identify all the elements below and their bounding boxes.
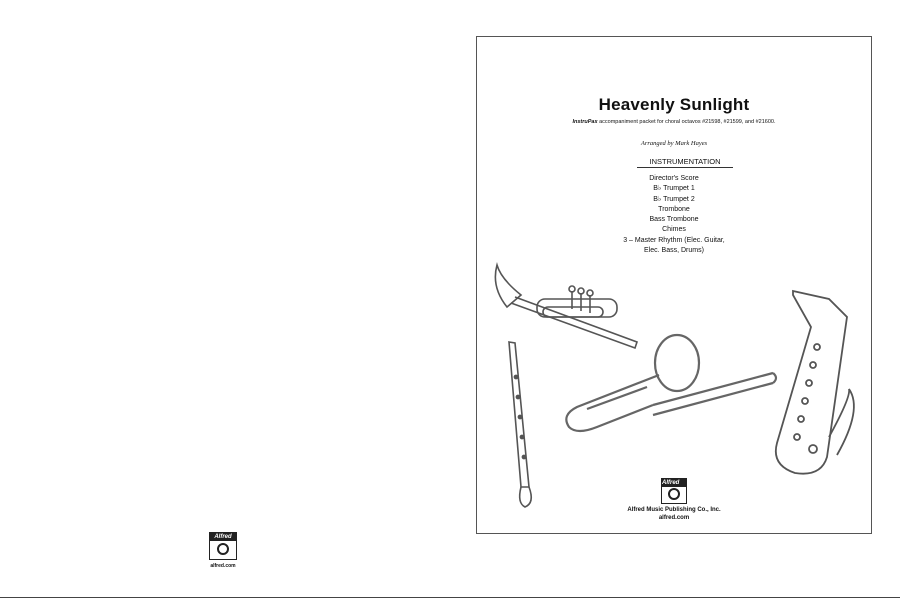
instrument-item: Director's Score <box>649 175 699 182</box>
subtitle-text: accompaniment packet for choral octavos #21598, #21599, and #21600. <box>597 119 776 125</box>
back-cover-logo <box>207 532 239 572</box>
instrument-item: Chimes <box>662 226 686 234</box>
page-bottom-line <box>0 597 900 598</box>
publisher-name: Alfred Music Publishing Co., Inc. <box>627 507 721 513</box>
logo-word: Alfred <box>210 533 236 541</box>
logo-word: Alfred <box>662 479 686 487</box>
trumpet-icon <box>495 265 637 348</box>
publisher-url: alfred.com <box>658 515 690 521</box>
saxophone-icon <box>776 291 854 474</box>
alfred-logo-icon <box>661 478 687 504</box>
subtitle-product: InstruPax <box>572 119 598 125</box>
instrument-item: Trombone <box>658 205 690 213</box>
arranger: Arranged by Mark Hayes <box>640 140 708 147</box>
title: Heavenly Sunlight <box>598 95 750 114</box>
subtitle <box>477 119 871 125</box>
instrument-item: B♭ Trumpet 1 <box>653 185 695 193</box>
publisher-logo <box>661 478 687 504</box>
alfred-logo-icon <box>209 532 237 560</box>
front-cover <box>476 36 872 534</box>
clarinet-icon <box>509 342 531 507</box>
instrument-item: B♭ Trumpet 2 <box>653 195 695 203</box>
instrument-item: 3 – Master Rhythm (Elec. Guitar, <box>623 236 725 244</box>
instrumentation-heading: INSTRUMENTATION <box>637 157 733 168</box>
instrument-item: Bass Trombone <box>649 216 699 224</box>
instrumentation-list <box>477 174 871 256</box>
instrument-item: Elec. Bass, Drums) <box>644 247 704 255</box>
back-cover-url: alfred.com <box>210 563 236 569</box>
trombone-icon <box>566 335 776 431</box>
